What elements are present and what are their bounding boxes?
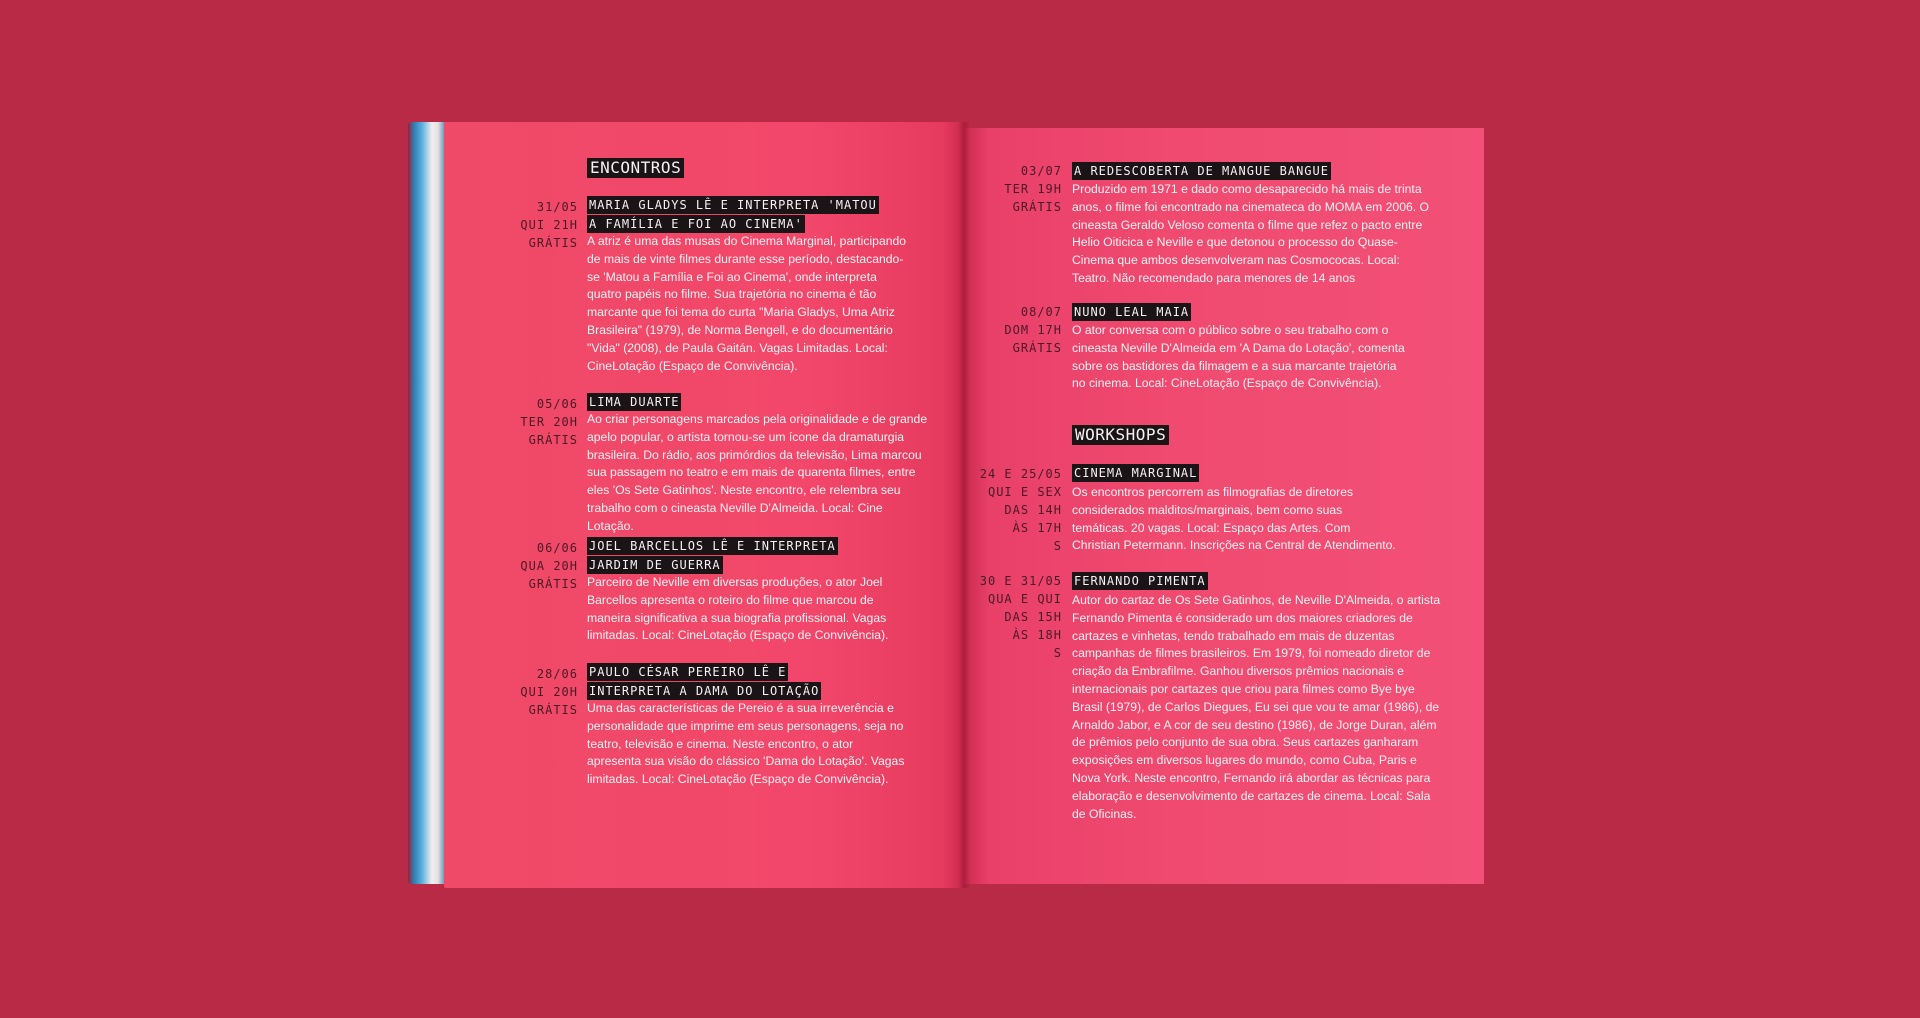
workshop-days: QUA E QUI xyxy=(987,592,1062,606)
workshop-meta xyxy=(944,465,1062,555)
event-title-line: INTERPRETA A DAMA DO LOTAÇÃO xyxy=(589,684,820,698)
event-date: 03/07 xyxy=(1020,164,1062,178)
event-title-line: PAULO CÉSAR PEREIRO LÊ E xyxy=(589,665,787,679)
workshop-title-line: FERNANDO PIMENTA xyxy=(1074,574,1206,588)
event-price: GRÁTIS xyxy=(528,433,578,447)
event-price: GRÁTIS xyxy=(528,703,578,717)
event-meta xyxy=(944,162,1062,216)
event-description: Parceiro de Neville em diversas produções, o ator Joel Barcellos apresenta o roteiro do filme que marcou de maneira significativa a sua biografia profissional. Vagas limitadas. Local: CineLotação (Espaço de Convivência). xyxy=(587,575,889,643)
workshop-meta xyxy=(944,572,1062,662)
page-edges xyxy=(408,122,448,884)
workshop-date: 30 E 31/05 xyxy=(979,574,1062,588)
workshop-title xyxy=(1072,572,1208,591)
event-description: Ao criar personagens marcados pela originalidade e de grande apelo popular, o artista tornou-se um ícone da dramaturgia brasileira. Do rádio, aos primórdios da televisão, Lima marcou sua passagem no teatro e em mais de quarenta filmes, entre eles 'Os Sete Gatinhos'. Neste encontro, ele relembra seu trabalho com o cineasta Neville D'Almeida. Local: Cine Lotação. xyxy=(587,412,928,533)
event-description: Uma das características de Pereio é a sua irreverência e personalidade que imprime em seus personagens, seja no teatro, televisão e cinema. Neste encontro, o ator apresenta sua visão do clássico 'Dama do Lotação'. Vagas limitadas. Local: CineLotação (Espaço de Convivência). xyxy=(587,701,905,787)
event-description: Produzido em 1971 e dado como desaparecido há mais de trinta anos, o filme foi encontrado na cinemateca do MOMA em 2006. O cineasta Geraldo Veloso comenta o filme que refez o pacto entre Helio Oiticica e Neville e que detonou o processo do Quase-Cinema que ambos desenvolveram nas Cosmococas. Local: Teatro. Não recomendado para menores de 14 anos xyxy=(1072,182,1430,285)
event-date: 28/06 xyxy=(536,667,578,681)
event-title xyxy=(587,393,681,412)
event-date: 06/06 xyxy=(536,541,578,555)
workshop-end: ÀS 17H xyxy=(1012,521,1062,535)
workshop-meta-suffix: S xyxy=(1053,539,1062,553)
event-title-line: MARIA GLADYS LÊ E INTERPRETA 'MATOU xyxy=(589,198,877,212)
event-date: 08/07 xyxy=(1020,305,1062,319)
event-title-line: NUNO LEAL MAIA xyxy=(1074,305,1190,319)
event-price: GRÁTIS xyxy=(528,577,578,591)
event-title-line: A REDESCOBERTA DE MANGUE BANGUE xyxy=(1074,164,1329,178)
event-time: QUI 21H xyxy=(520,218,578,232)
event-description: O ator conversa com o público sobre o seu trabalho com o cineasta Neville D'Almeida em 'A Dama do Lotação', comenta sobre os bastidores da filmagem e a sua marcante trajetória no cinema. Local: CineLotação (Espaço de Convivência). xyxy=(1072,323,1405,391)
event-meta xyxy=(460,198,578,252)
event-meta xyxy=(460,395,578,449)
event-title xyxy=(587,663,821,701)
event-title xyxy=(1072,303,1191,322)
event-date: 05/06 xyxy=(536,397,578,411)
workshop-days: QUI E SEX xyxy=(987,485,1062,499)
workshop-date: 24 E 25/05 xyxy=(979,467,1062,481)
event-time: QUI 20H xyxy=(520,685,578,699)
event-title-line: JARDIM DE GUERRA xyxy=(589,558,721,572)
event-price: GRÁTIS xyxy=(1012,341,1062,355)
event-title xyxy=(587,537,838,575)
event-description: A atriz é uma das musas do Cinema Marginal, participando de mais de vinte filmes durante esse período, destacando-se 'Matou a Família e Foi ao Cinema', onde interpreta quatro papéis no filme. Sua trajetória no cinema é tão marcante que foi tema do curta "Maria Gladys, Uma Atriz Brasileira" (1979), de Norma Bengell, e do documentário "Vida" (2008), de Paula Gaitán. Vagas Limitadas. Local: CineLotação (Espaço de Convivência). xyxy=(587,234,907,373)
event-meta xyxy=(460,665,578,719)
event-time: DOM 17H xyxy=(1004,323,1062,337)
section-title-workshops: WORKSHOPS xyxy=(1072,425,1169,445)
event-date: 31/05 xyxy=(536,200,578,214)
event-title-line: A FAMÍLIA E FOI AO CINEMA' xyxy=(589,217,803,231)
workshop-title-line: CINEMA MARGINAL xyxy=(1074,466,1198,480)
section-title-encontros: ENCONTROS xyxy=(587,158,684,178)
event-time: TER 20H xyxy=(520,415,578,429)
event-price: GRÁTIS xyxy=(1012,200,1062,214)
event-time: TER 19H xyxy=(1004,182,1062,196)
workshop-description: Autor do cartaz de Os Sete Gatinhos, de Neville D'Almeida, o artista Fernando Pimenta é considerado um dos maiores criadores de cartazes e vinhetas, tendo trabalhado em mais de duzentas campanhas de filmes brasileiros. Em 1979, foi nomeado diretor de criação da Embrafilme. Ganhou diversos prêmios nacionais e internacionais por cartazes que criou para filmes como Bye bye Brasil (1979), de Carlos Diegues, Eu sei que vou te amar (1986), de Arnaldo Jabor, e A cor de seu destino (1986), de Jorge Duran, além de prêmios pelo conjunto de sua obra. Seus cartazes ganharam exposições em diversos lugares do mundo, como Cuba, Paris e Nova York. Neste encontro, Fernando irá abordar as técnicas para elaboração e desenvolvimento de cartazes de cinema. Local: Sala de Oficinas. xyxy=(1072,593,1441,821)
workshop-end: ÀS 18H xyxy=(1012,628,1062,642)
event-title xyxy=(587,196,879,234)
workshop-start: DAS 15H xyxy=(1004,610,1062,624)
event-price: GRÁTIS xyxy=(528,236,578,250)
workshop-title xyxy=(1072,464,1199,483)
event-title-line: JOEL BARCELLOS LÊ E INTERPRETA xyxy=(589,539,836,553)
event-meta xyxy=(944,303,1062,357)
workshop-start: DAS 14H xyxy=(1004,503,1062,517)
workshop-description: Os encontros percorrem as filmografias de diretores considerados malditos/marginais, bem como suas temáticas. 20 vagas. Local: Espaço das Artes. Com Christian Petermann. Inscrições na Central de Atendimento. xyxy=(1072,485,1396,553)
event-title-line: LIMA DUARTE xyxy=(589,395,680,409)
workshop-meta-suffix: S xyxy=(1053,646,1062,660)
event-title xyxy=(1072,162,1331,181)
event-meta xyxy=(460,539,578,593)
event-time: QUA 20H xyxy=(520,559,578,573)
